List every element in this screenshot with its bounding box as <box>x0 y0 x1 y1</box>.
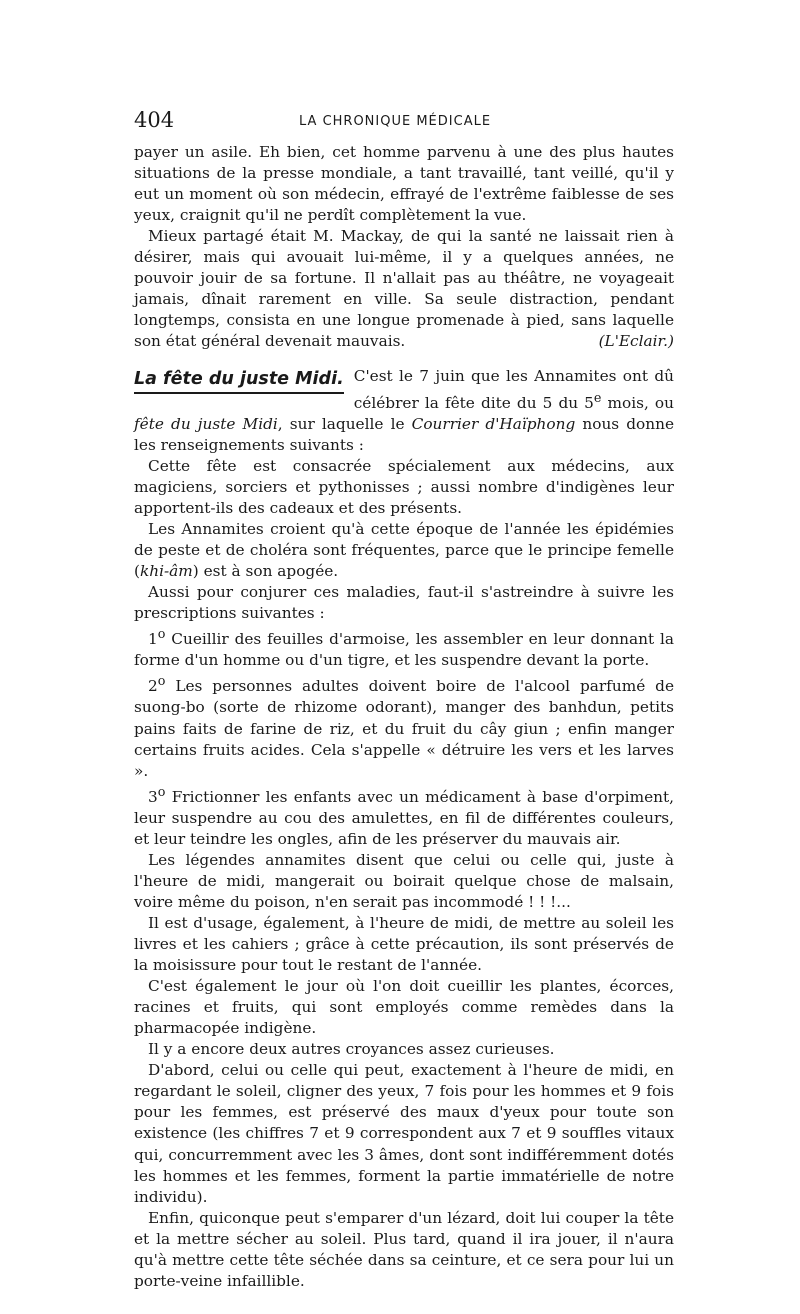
body-paragraph: Cette fête est consacrée spécialement aux médecins, aux magiciens, sorciers et pythonisses ; aussi nombre d'indigènes leur apportent-ils des cadeaux et des présents. <box>134 456 674 517</box>
page-number: 404 <box>134 108 175 132</box>
body-paragraph: Il est d'usage, également, à l'heure de midi, de mettre au soleil les livres et les cahiers ; grâce à cette précaution, ils sont préservés de la moisissure pour tout le restant de l'année. <box>134 914 674 975</box>
source-citation: (L'Eclair.) <box>598 332 674 351</box>
body-paragraph: Les légendes annamites disent que celui ou celle qui, juste à l'heure de midi, mangerait ou boirait quelque chose de malsain, voire même du poison, n'en serait pas incommodé ! ! !... <box>134 850 674 911</box>
running-title: LA CHRONIQUE MÉDICALE <box>299 114 492 129</box>
article-section <box>134 366 674 1291</box>
body-paragraph: D'abord, celui ou celle qui peut, exactement à l'heure de midi, en regardant le soleil, cligner des yeux, 7 fois pour les hommes et 9 fois pour les femmes, est préservé des maux d'yeux pour toute son existence (les chiffres 7 et 9 correspondent aux 7 et 9 souffles vitaux qui, concurremment avec les 3 âmes, dont sont indifféremment dotés les hommes et les femmes, forment la partie immatérielle de notre individu). <box>134 1061 674 1206</box>
body-paragraph: Aussi pour conjurer ces maladies, faut-il s'astreindre à suivre les prescriptions suivantes : <box>134 583 674 623</box>
intro-paragraph <box>134 226 674 352</box>
prescription-item: 2$^o$ Les personnes adultes doivent boire de l'alcool parfumé de suong-bo (sorte de rhizome odorant), manger des banhdun, petits pains faits de farine de riz, et du fruit du cây giun ; enfin manger certains fruits acides. Cela s'appelle « détruire les vers et les larves ». <box>134 674 674 780</box>
prescription-item: 1$^o$ Cueillir des feuilles d'armoise, les assembler en leur donnant la forme d'un homme ou d'un tigre, et les suspendre devant la porte. <box>134 627 674 670</box>
intro-paragraph: payer un asile. Eh bien, cet homme parvenu à une des plus hautes situations de la presse mondiale, a tant travaillé, tant veillé, qu'il y eut un moment où son médecin, effrayé de l'extrême faiblesse de ses yeux, craignit qu'il ne perdît complètement la vue. <box>134 143 674 225</box>
body-paragraph: Enfin, quiconque peut s'emparer d'un lézard, doit lui couper la tête et la mettre sécher au soleil. Plus tard, quand il ira jouer, il n'aura qu'à mettre cette tête séchée dans sa ceinture, et ce sera pour lui un porte-veine infaillible. <box>134 1208 674 1290</box>
prescription-item: 3$^o$ Frictionner les enfants avec un médicament à base d'orpiment, leur suspendre au cou des amulettes, en fil de différentes couleurs, et leur teindre les ongles, afin de les préserver du mauvais air. <box>134 784 674 848</box>
body-paragraph: Les Annamites croient qu'à cette époque de l'année les épidémies de peste et de choléra sont fréquentes, parce que le principe femelle (khi-âm) est à son apogée. <box>134 519 674 580</box>
section-title: La fête du juste Midi. <box>134 368 344 394</box>
body-paragraph: C'est également le jour où l'on doit cueillir les plantes, écorces, racines et fruits, qui sont employés comme remèdes dans la pharmacopée indigène. <box>134 977 674 1038</box>
section-lead-paragraph: La fête du juste Midi. C'est le 7 juin que les Annamites ont dû célébrer la fête dite du 5 du 5e mois, ou fête du juste Midi, sur laquelle le Courrier d'Haïphong nous donne les renseignements suivants : <box>134 367 675 454</box>
page-header <box>134 108 674 138</box>
intro-paragraph-text: Mieux partagé était M. Mackay, de qui la santé ne laissait rien à désirer, mais qui avouait lui-même, il y a quelques années, ne pouvoir jouir de sa fortune. Il n'allait pas au théâtre, ne voyageait jamais, dînait rarement en ville. Sa seule distraction, pendant longtemps, consista en une longue promenade à pied, sans laquelle son état général devenait mauvais. <box>134 227 674 351</box>
page-body <box>134 142 674 1292</box>
body-paragraph: Il y a encore deux autres croyances assez curieuses. <box>148 1040 555 1059</box>
